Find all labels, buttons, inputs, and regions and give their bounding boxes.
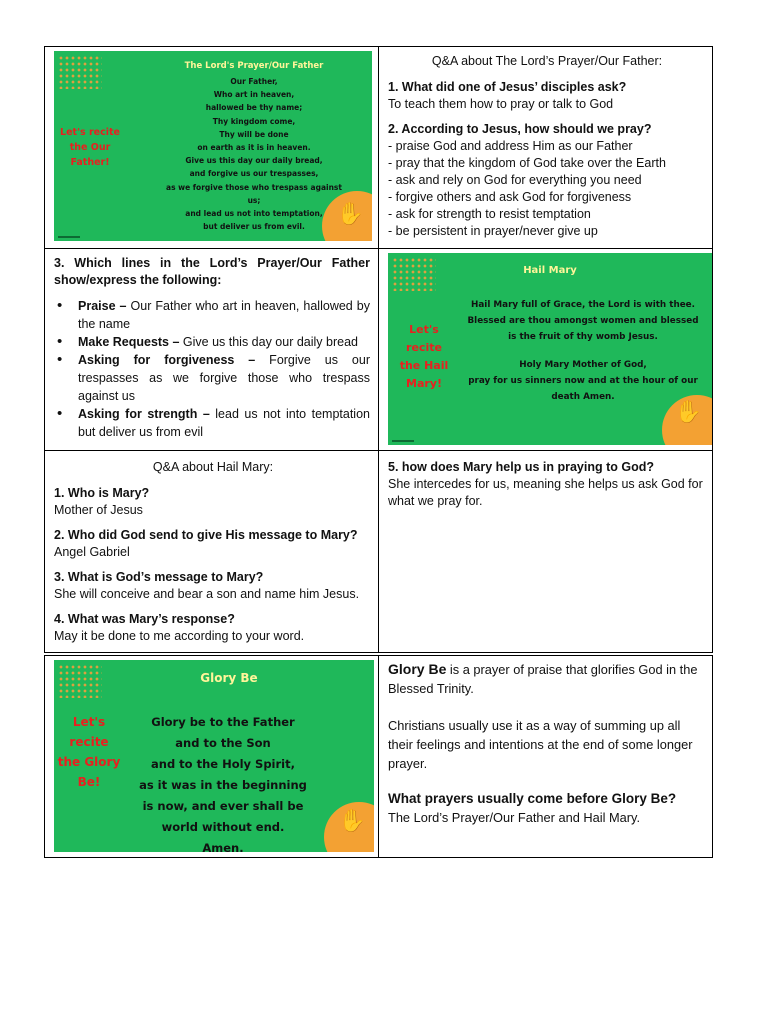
prayer-text: Glory be to the Father and to the Son and to the Holy Spirit, as it was in the beginning is now, and ever shall be world without end. Amen. <box>139 715 307 852</box>
list-item: • Praise – Our Father who art in heaven, hallowed by the name <box>54 297 370 333</box>
glory-be-slide <box>54 660 374 852</box>
answer-2-line: - pray that the kingdom of God take over the Earth <box>388 156 666 170</box>
answer-2-line: - ask and rely on God for everything you need <box>388 173 642 187</box>
question-1: 1. What did one of Jesus’ disciples ask? <box>388 80 627 94</box>
answer-2-line: - praise God and address Him as our Father <box>388 139 633 153</box>
answer-2-line: - ask for strength to resist temptation <box>388 207 591 221</box>
recite-label: Let's recite the Hail Mary! <box>399 323 449 390</box>
question-5: 5. how does Mary help us in praying to God? <box>388 460 654 474</box>
cell-glory-be-info <box>378 655 713 858</box>
cell-our-father-slide <box>44 46 379 249</box>
list-item: • Make Requests – Give us this day our daily bread <box>54 333 370 351</box>
qa-heading: Q&A about Hail Mary: <box>152 460 274 474</box>
glory-be-question: What prayers usually come before Glory Be? <box>388 791 677 806</box>
praying-hands-icon: ✋ <box>338 808 366 833</box>
question-2: 2. Who did God send to give His message to Mary? <box>54 528 358 542</box>
answer-2: Angel Gabriel <box>54 545 130 559</box>
answer-1: Mother of Jesus <box>54 503 143 517</box>
recite-label: Let's recite the Our Father! <box>60 127 120 168</box>
cell-question-5 <box>378 450 713 653</box>
question-4: 4. What was Mary’s response? <box>54 612 235 626</box>
list-item: • Asking for forgiveness – Forgive us our trespasses as we forgive those who trespass against us <box>54 351 370 405</box>
praying-hands-icon: ✋ <box>336 201 364 226</box>
cell-qa-our-father <box>378 46 713 249</box>
dots-pattern-icon <box>58 664 102 698</box>
slide-title: The Lord's Prayer/Our Father <box>184 61 324 71</box>
list-item: • Asking for strength – lead us not into temptation but deliver us from evil <box>54 405 370 441</box>
answer-4: May it be done to me according to your word. <box>54 629 305 643</box>
slide-progress <box>58 236 80 238</box>
slide-title: Glory Be <box>200 671 258 685</box>
slide-title: Hail Mary <box>523 265 577 276</box>
our-father-slide <box>54 51 372 241</box>
answer-5: She intercedes for us, meaning she helps us ask God for what we pray for. <box>388 477 703 508</box>
answer-1: To teach them how to pray or talk to God <box>388 97 614 111</box>
prayer-text: Our Father, Who art in heaven, hallowed be thy name; Thy kingdom come, Thy will be done on earth as it is in heaven. Give us this day our daily bread, and forgive us our trespasses, as we forgive those who trespass against us; and lead us not into temptation, but deliver us from evil. <box>166 77 342 232</box>
cell-glory-be-slide <box>44 655 379 858</box>
slide-progress <box>392 440 414 442</box>
question-3: 3. Which lines in the Lord’s Prayer/Our Father show/express the following: <box>54 256 370 287</box>
question-3: 3. What is God’s message to Mary? <box>54 570 264 584</box>
answer-2-line: - forgive others and ask God for forgiveness <box>388 190 632 204</box>
qa-heading: Q&A about The Lord’s Prayer/Our Father: <box>431 54 663 68</box>
cell-qa-hail-mary <box>44 450 379 653</box>
question-1: 1. Who is Mary? <box>54 486 150 500</box>
glory-be-paragraph: Christians usually use it as a way of summing up all their feelings and intentions at the end of some longer prayer. <box>388 718 693 771</box>
praying-hands-icon: ✋ <box>674 399 702 424</box>
glory-be-answer: The Lord’s Prayer/Our Father and Hail Mary. <box>388 810 641 825</box>
cell-question-3 <box>44 248 379 451</box>
question-2: 2. According to Jesus, how should we pray? <box>388 122 652 136</box>
dots-pattern-icon <box>58 55 102 89</box>
lines-list <box>54 297 370 441</box>
answer-2-line: - be persistent in prayer/never give up <box>388 224 598 238</box>
prayer-text: Hail Mary full of Grace, the Lord is with thee. Blessed are thou amongst women and blessed is the fruit of thy womb Jesus. Holy Mary Mother of God, pray for us sinners now and at the hour of our death Amen. <box>467 300 699 402</box>
cell-hail-mary-slide <box>378 248 713 451</box>
recite-label: Let's recite the Glory Be! <box>57 715 121 789</box>
hail-mary-slide <box>388 253 712 445</box>
answer-3: She will conceive and bear a son and name him Jesus. <box>54 587 360 601</box>
glory-be-intro: Glory Be is a prayer of praise that glorifies God in the Blessed Trinity. <box>388 661 698 696</box>
